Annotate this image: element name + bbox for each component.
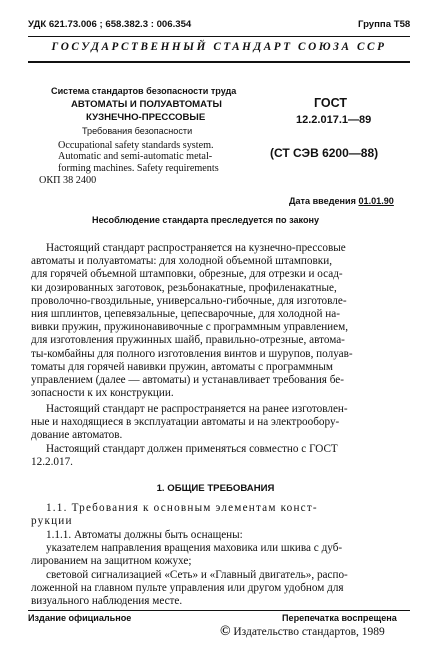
req-heading-line-2: рукции (31, 515, 73, 528)
compatibility-paragraph (31, 443, 405, 469)
intro-line: ния шплинтов, цепевязальные, цепесварочные, для холодной на- (31, 308, 340, 321)
intro-line: для горячей объемной штамповки, обрезные, для отрезки и осад- (31, 268, 343, 281)
subtitle: Требования безопасности (82, 126, 193, 136)
gost-number: 12.2.017.1—89 (296, 114, 372, 126)
intro-date-value: 01.01.90 (358, 196, 394, 206)
req-signal-line: ложенной на главном пульте управления или другом удобном для (31, 582, 344, 595)
intro-line: автоматы и полуавтоматы: для холодной объемной штамповки, (31, 255, 333, 268)
req-indicator-line: указателем направления вращения маховика или шкива с дуб- (46, 542, 343, 554)
standard-title: ГОСУДАРСТВЕННЫЙ СТАНДАРТ СОЮЗА ССР (51, 41, 387, 53)
section-heading: 1. ОБЩИЕ ТРЕБОВАНИЯ (156, 483, 275, 494)
english-title-line-3: forming machines. Safety requirements (58, 162, 219, 174)
copyright-text: Издательство стандартов, 1989 (233, 626, 385, 638)
intro-line: вивки пружин, пружинонавивочные с программным управлением, (31, 321, 349, 334)
req-heading-line-1: 1.1. Требования к основным элементам конст- (46, 502, 318, 514)
header-bottom-rule (28, 61, 410, 63)
header-top-rule (28, 36, 410, 37)
scope-line: ные и находящиеся в эксплуатации автоматы и на электрообору- (31, 416, 340, 429)
intro-date (289, 196, 394, 206)
req-signal (31, 569, 405, 609)
intro-line: зопасности к их конструкции. (31, 387, 174, 400)
req-signal-line: световой сигнализацией «Сеть» и «Главный двигатель», распо- (46, 569, 348, 581)
req-signal-line: визуального наблюдения месте. (31, 595, 183, 608)
copyright-symbol: © (220, 624, 231, 639)
intro-line: для изготовления пружинных шайб, правильно-отрезные, автома- (31, 334, 345, 347)
scope-exclusion-paragraph (31, 403, 405, 443)
footer-rule (28, 610, 410, 611)
scope-line: Настоящий стандарт не распространяется на ранее изготовлен- (46, 403, 348, 415)
intro-line: ки дозированных заготовок, резьбонакатные, профиленакатные, (31, 281, 337, 294)
req-111 (31, 529, 405, 542)
intro-line: проволочно-гвоздильные, универсально-гибочные, для изготовле- (31, 294, 347, 307)
group-code: Группа Т58 (358, 19, 411, 30)
intro-line: управлением (далее — автоматы) и устанавливает требования бе- (31, 374, 344, 387)
st-sev-number: (СТ СЭВ 6200—88) (270, 146, 379, 160)
title-line-1: АВТОМАТЫ И ПОЛУАВТОМАТЫ (71, 99, 222, 110)
intro-date-label: Дата введения (289, 196, 356, 206)
requirements-heading (31, 502, 401, 528)
reprint-forbidden: Перепечатка воспрещена (282, 613, 397, 623)
english-title-line-2: Automatic and semi-automatic metal- (58, 151, 213, 163)
gost-label: ГОСТ (314, 96, 347, 110)
intro-paragraph (31, 242, 405, 400)
intro-line: ты-комбайны для полного изготовления винтов и шурупов, полуав- (31, 347, 353, 360)
intro-line: Настоящий стандарт распространяется на кузнечно-прессовые (46, 242, 346, 254)
law-notice: Несоблюдение стандарта преследуется по закону (92, 215, 320, 225)
system-name: Система стандартов безопасности труда (51, 86, 237, 96)
intro-line: томаты для горячей навивки пружин, автоматы с программным (31, 360, 333, 373)
req-indicator (31, 542, 405, 568)
english-title (58, 140, 219, 174)
req-indicator-line: лированием на защитном кожухе; (31, 555, 192, 568)
english-title-line-1: Occupational safety standards system. (58, 140, 214, 151)
scope-line: дование автоматов. (31, 429, 123, 442)
req-111-text: 1.1.1. Автоматы должны быть оснащены: (46, 529, 243, 541)
udk-code: УДК 621.73.006 ; 658.382.3 : 006.354 (28, 19, 192, 30)
compat-line: 12.2.017. (31, 456, 73, 469)
compat-line: Настоящий стандарт должен применяться совместно с ГОСТ (46, 443, 338, 455)
title-line-2: КУЗНЕЧНО-ПРЕССОВЫЕ (86, 112, 206, 123)
okp-code: ОКП 38 2400 (39, 175, 97, 186)
official-edition: Издание официальное (28, 613, 132, 623)
copyright (220, 624, 385, 640)
